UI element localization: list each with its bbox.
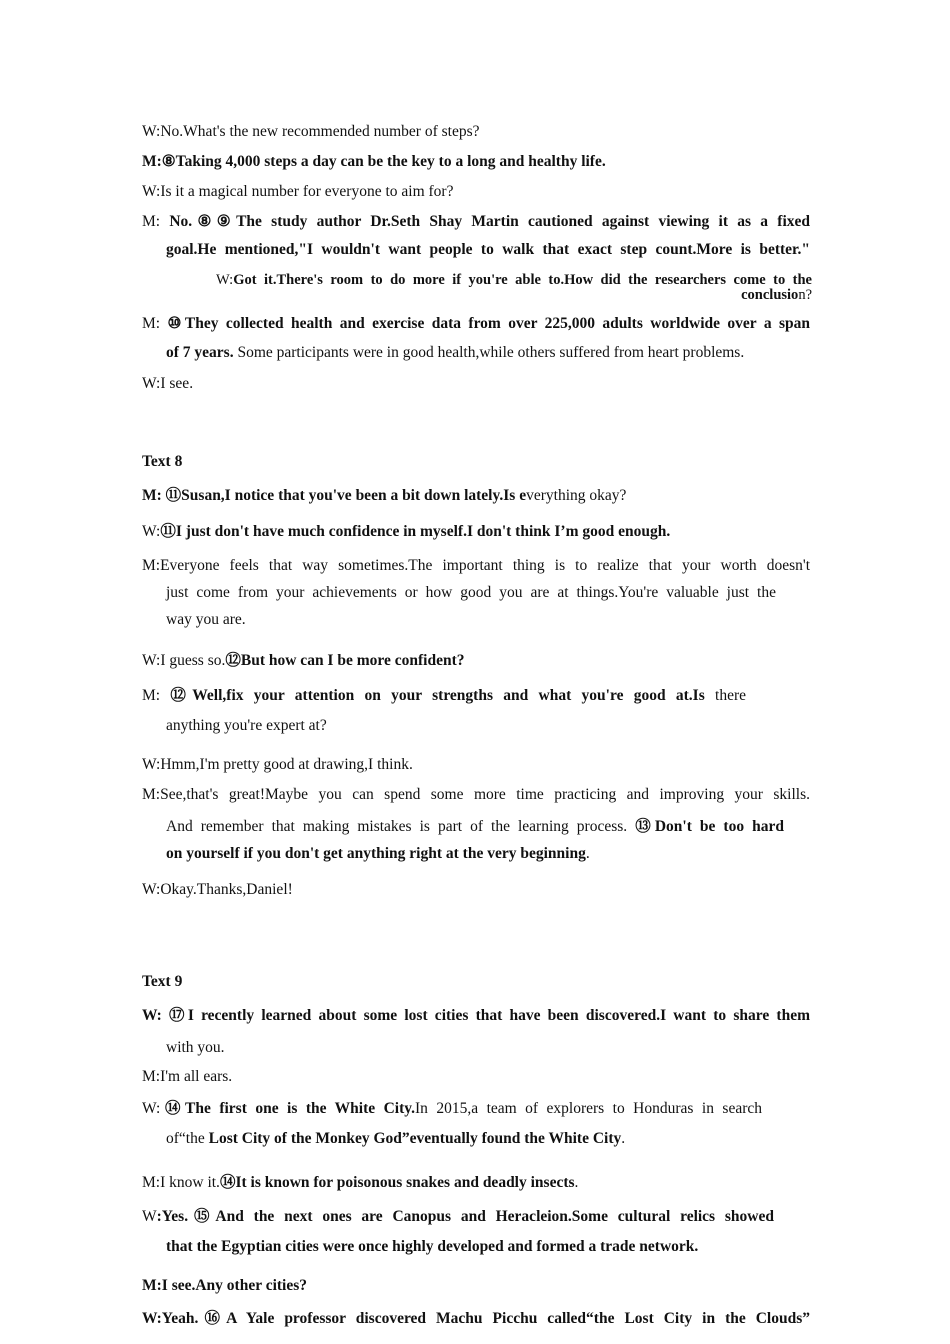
line-text: with you. — [166, 1039, 225, 1056]
line-text: W:Okay.Thanks,Daniel! — [142, 881, 293, 898]
line-text: W — [142, 1208, 157, 1225]
line-text: M:I'm all ears. — [142, 1068, 233, 1085]
line-text: verything okay? — [526, 487, 627, 504]
dialogue-line — [142, 314, 810, 334]
line-text: W: — [142, 523, 161, 540]
line-text-bold: ⑫Well,fix your attention on your strengths and what you're good at.Is — [170, 687, 705, 704]
dialogue-line — [142, 1276, 307, 1296]
line-text-bold: No.⑧⑨The study author Dr.Seth Shay Martin cautioned against viewing it as a fixed — [169, 213, 810, 230]
line-text: In 2015,a team of explorers to Honduras in search — [415, 1100, 762, 1117]
line-text-bold: M: ⑪Susan,I notice that you've been a bit down lately.Is e — [142, 487, 527, 504]
line-text-bold: conclusio — [741, 287, 799, 303]
line-text-bold: Lost City of the Monkey God”eventually found the White City — [208, 1130, 622, 1147]
dialogue-line — [142, 785, 810, 805]
dialogue-line — [166, 844, 590, 864]
section-heading: Text 8 — [142, 453, 183, 470]
dialogue-line — [142, 1067, 232, 1087]
line-text: W:I see. — [142, 375, 194, 392]
line-text: . — [574, 1174, 579, 1191]
dialogue-line — [142, 182, 453, 202]
line-text: of“the — [166, 1130, 209, 1147]
line-text: M: — [142, 687, 171, 704]
dialogue-line — [142, 374, 193, 394]
line-text: M:Everyone feels that way sometimes.The important thing is to realize that your worth doesn't — [142, 557, 810, 574]
dialogue-line — [166, 610, 246, 630]
line-text-bold: Got it.There's room to do more if you're able to.How did the researchers come to the — [233, 272, 812, 288]
line-text-bold: ⑬Don't be too hard — [635, 818, 784, 835]
dialogue-line — [142, 686, 746, 706]
line-text: Some participants were in good health,while others suffered from heart problems. — [233, 344, 745, 361]
dialogue-line — [142, 522, 670, 542]
line-text-bold: ⑪I just don't have much confidence in myself.I don't think I’m good enough. — [160, 523, 671, 540]
line-text-bold: :Yes.⑮And the next ones are Canopus and Heracleion.Some cultural relics showed — [156, 1208, 774, 1225]
line-text: W:Hmm,I'm pretty good at drawing,I think. — [142, 756, 413, 773]
line-text-bold: ⑭The first one is the White City. — [160, 1100, 416, 1117]
line-text-bold: M:I see.Any other cities? — [142, 1277, 308, 1294]
dialogue-line — [166, 1237, 698, 1257]
line-text-bold: W:Yeah.⑯A Yale professor discovered Machu Picchu called“the Lost City in the Clouds” — [142, 1310, 810, 1327]
line-text-bold: goal.He mentioned,"I wouldn't want people to walk that exact step count.More is better." — [166, 241, 810, 258]
line-text-bold: M:⑧Taking 4,000 steps a day can be the key to a long and healthy life. — [142, 153, 606, 170]
dialogue-line — [142, 1309, 810, 1329]
dialogue-line — [741, 285, 812, 305]
line-text: there — [704, 687, 746, 704]
dialogue-line — [166, 240, 810, 260]
line-text-bold: ⑭It is known for poisonous snakes and deadly insects — [219, 1174, 575, 1191]
line-text-bold: that the Egyptian cities were once highly developed and formed a trade network. — [166, 1238, 699, 1255]
dialogue-line — [166, 583, 776, 603]
dialogue-line — [166, 343, 744, 363]
line-text-bold: W: ⑰I recently learned about some lost cities that have been discovered.I want to share them — [142, 1007, 810, 1024]
line-text: M:See,that's great!Maybe you can spend some more time practicing and improving your skills. — [142, 786, 810, 803]
line-text: M:I know it. — [142, 1174, 220, 1191]
line-text: And remember that making mistakes is part of the learning process. — [166, 818, 636, 835]
line-text: M: — [142, 213, 170, 230]
line-text-bold: ⑩They collected health and exercise data from over 225,000 adults worldwide over a span — [167, 315, 810, 332]
dialogue-line — [142, 556, 810, 576]
dialogue-line — [166, 716, 327, 736]
dialogue-line — [142, 1006, 810, 1026]
dialogue-line — [142, 122, 480, 142]
dialogue-line — [142, 152, 606, 172]
line-text: W: — [142, 1100, 161, 1117]
line-text-bold: on yourself if you don't get anything right at the very beginning — [166, 845, 586, 862]
line-text: W:I guess so. — [142, 652, 226, 669]
section-heading: Text 9 — [142, 973, 183, 990]
dialogue-line — [142, 651, 464, 671]
dialogue-line — [142, 755, 413, 775]
dialogue-line — [166, 1038, 225, 1058]
line-text: W: — [216, 272, 234, 288]
line-text: W:Is it a magical number for everyone to aim for? — [142, 183, 454, 200]
dialogue-line — [142, 486, 626, 506]
line-text: M: — [142, 315, 168, 332]
dialogue-line — [216, 270, 812, 290]
line-text: just come from your achievements or how good you are at things.You're valuable just the — [166, 584, 776, 601]
line-text: . — [621, 1130, 626, 1147]
line-text-bold: of 7 years. — [166, 344, 234, 361]
line-text: W:No.What's the new recommended number of steps? — [142, 123, 480, 140]
dialogue-line — [142, 1173, 578, 1193]
dialogue-line — [142, 1207, 774, 1227]
line-text: n? — [798, 287, 812, 303]
dialogue-line — [142, 212, 810, 232]
line-text-bold: ⑫But how can I be more confident? — [225, 652, 465, 669]
dialogue-line — [142, 880, 293, 900]
line-text: . — [585, 845, 590, 862]
dialogue-line — [166, 1129, 625, 1149]
dialogue-line — [166, 817, 784, 837]
line-text: anything you're expert at? — [166, 717, 327, 734]
dialogue-line — [142, 1099, 762, 1119]
line-text: way you are. — [166, 611, 246, 628]
